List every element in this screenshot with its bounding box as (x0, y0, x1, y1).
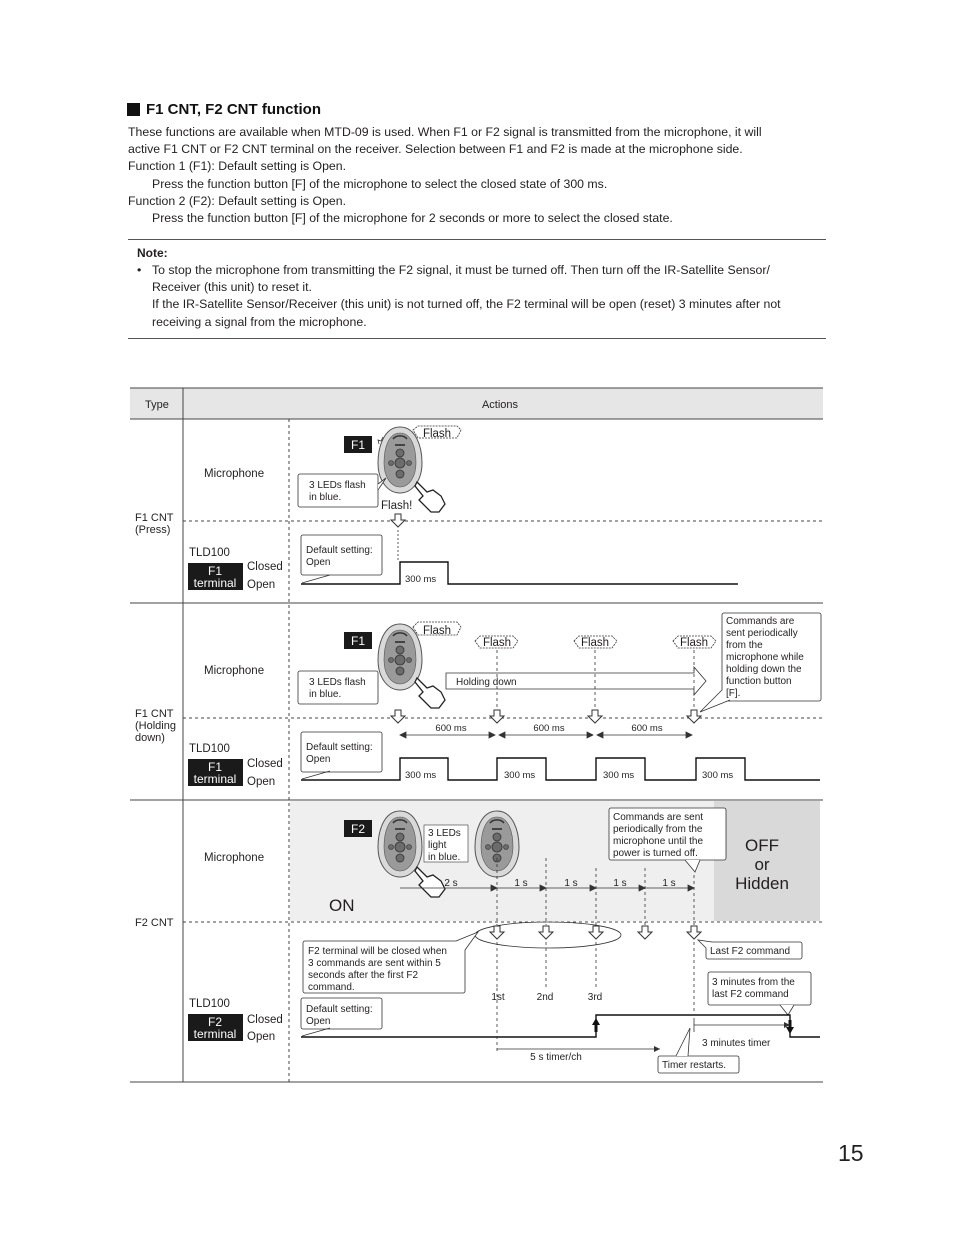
intro-line: Press the function button [F] of the microphone to select the closed state of 300 ms. (152, 176, 608, 191)
note-line: receiving a signal from the microphone. (152, 314, 367, 329)
row3-open-label: Open (247, 1031, 276, 1043)
row3-restarts-text: Timer restarts. (662, 1060, 727, 1071)
row2-hand-icon (415, 678, 445, 708)
row2-commands-text: microphone while (726, 652, 804, 663)
row2-holding-text: Holding down (456, 677, 517, 688)
row2-tld100-label: TLD100 (189, 743, 230, 755)
row3-three-minutes-text: 3 minutes from the (712, 977, 795, 988)
row3-commands-text: power is turned off. (613, 848, 698, 859)
row1-hand-icon (415, 482, 445, 512)
row1-flash-label: Flash! (381, 500, 413, 512)
row3-or-label: or (754, 855, 770, 874)
row2-600ms-label: 600 ms (533, 723, 565, 734)
row3-closed-note-text: command. (308, 982, 355, 993)
row3-closed-note-text: 3 commands are sent within 5 (308, 958, 441, 969)
row1-terminal-badge-name: F1 (207, 564, 223, 578)
row3-close-arrow (592, 1018, 600, 1032)
row3-signal-arrow (589, 926, 603, 939)
row3-leds-text: 3 LEDs (428, 828, 461, 839)
col-header-type: Type (145, 399, 169, 411)
row2-commands-text: Commands are (726, 616, 795, 627)
row3-hidden-label: Hidden (735, 874, 789, 893)
row1-leds-text: 3 LEDs flash (309, 480, 366, 491)
row3-off-label: OFF (745, 836, 779, 855)
row3-third-label: 3rd (587, 992, 603, 1003)
intro-line: Press the function button [F] of the microphone for 2 seconds or more to select the closed state. (152, 211, 673, 226)
row2-f1-badge-text: F1 (350, 634, 366, 648)
row1-terminal-badge-word: terminal (193, 576, 237, 590)
row3-5s-timer-label: 5 s timer/ch (530, 1052, 582, 1063)
row2-signal-arrow (391, 710, 405, 723)
row3-three-minutes-text: last F2 command (712, 989, 789, 1000)
row2-300ms-label: 300 ms (603, 770, 635, 781)
row1-default-text: Default setting: (306, 545, 373, 556)
row1-open-label: Open (247, 579, 276, 591)
row1-type: F1 CNT (135, 512, 174, 524)
row3-1s-label: 1 s (564, 878, 578, 889)
row2-commands-text: function button (726, 676, 792, 687)
row2-flash-bubble: Flash (580, 637, 610, 649)
row3-1s-label: 1 s (662, 878, 676, 889)
row3-1s-label: 1 s (613, 878, 627, 889)
row3-open-arrow (786, 1020, 794, 1034)
row1-microphone-label: Microphone (204, 468, 265, 480)
row3-type: F2 CNT (135, 917, 174, 929)
row3-signal-arrow (490, 926, 504, 939)
row3-closed-label: Closed (247, 1014, 283, 1026)
row3-2s-label: 2 s (444, 878, 458, 889)
row1-microphone-icon (378, 427, 422, 493)
row2-type: (Holding (135, 720, 176, 732)
row3-f2-badge-text: F2 (350, 822, 366, 836)
row3-closed-note-text: F2 terminal will be closed when (308, 946, 447, 957)
row2-terminal-badge-word: terminal (193, 772, 237, 786)
row3-default-text: Default setting: (306, 1004, 373, 1015)
row3-on-label: ON (329, 896, 355, 915)
row1-closed-label: Closed (247, 561, 283, 573)
row2-600ms-label: 600 ms (435, 723, 467, 734)
row3-1s-label: 1 s (514, 878, 528, 889)
row2-microphone-label: Microphone (204, 665, 265, 677)
row3-signal-arrow (638, 926, 652, 939)
row2-signal-arrow (490, 710, 504, 723)
row1-signal-arrow (391, 514, 405, 527)
row2-commands-text: from the (726, 640, 763, 651)
row3-microphone-icon (378, 811, 422, 877)
row2-signal-arrow (687, 710, 701, 723)
intro-line: active F1 CNT or F2 CNT terminal on the receiver. Selection between F1 and F2 is made at the microphone side. (128, 142, 743, 157)
row1-default-text: Open (306, 557, 331, 568)
row2-flash-bubble: Flash (679, 637, 709, 649)
intro-line: Function 1 (F1): Default setting is Open. (128, 159, 347, 174)
row1-300ms-label: 300 ms (405, 574, 437, 585)
row2-300ms-label: 300 ms (702, 770, 734, 781)
note-label: Note: (137, 246, 168, 260)
row2-type: down) (135, 732, 165, 744)
row3-leds-text: light (428, 840, 447, 851)
row2-leds-text: 3 LEDs flash (309, 677, 366, 688)
row1-flash-bubble: Flash (422, 428, 452, 440)
row3-leds-text: in blue. (428, 852, 461, 863)
row2-flash-bubble: Flash (422, 625, 452, 637)
row3-terminal-badge-word: terminal (193, 1027, 237, 1041)
row2-600ms-label: 600 ms (631, 723, 663, 734)
row1-tld100-label: TLD100 (189, 547, 230, 559)
row2-signal-arrow (588, 710, 602, 723)
row2-type: F1 CNT (135, 708, 174, 720)
row2-default-text: Open (306, 754, 331, 765)
row2-terminal-badge-name: F1 (207, 760, 223, 774)
row3-first-label: 1st (491, 992, 505, 1003)
row2-flash-bubble: Flash (482, 637, 512, 649)
col-header-actions: Actions (481, 399, 519, 411)
note-line: Receiver (this unit) to reset it. (152, 280, 312, 295)
row2-open-label: Open (247, 776, 276, 788)
section-title: F1 CNT, F2 CNT function (146, 101, 321, 118)
note-line: If the IR-Satellite Sensor/Receiver (this unit) is not turned off, the F2 terminal will be open (reset) 3 minutes after not (152, 297, 781, 312)
row3-microphone-icon-lit (475, 811, 519, 877)
row2-300ms-label: 300 ms (504, 770, 536, 781)
row3-microphone-label: Microphone (204, 852, 265, 864)
page-number: 15 (838, 1140, 864, 1166)
row2-closed-label: Closed (247, 758, 283, 770)
row3-commands-text: Commands are sent (613, 812, 704, 823)
intro-line: Function 2 (F2): Default setting is Open. (128, 193, 347, 208)
row3-last-command-text: Last F2 command (710, 946, 791, 957)
row2-commands-text: sent periodically (726, 628, 798, 639)
row3-signal-arrow (687, 926, 701, 939)
row3-terminal-badge-name: F2 (207, 1015, 223, 1029)
row3-default-text: Open (306, 1016, 331, 1027)
row1-leds-text: in blue. (309, 492, 342, 503)
row3-second-label: 2nd (536, 992, 554, 1003)
row3-signal-arrow (539, 926, 553, 939)
note-line: To stop the microphone from transmitting the F2 signal, it must be turned off. Then turn off the IR-Satellite Sensor/ (152, 263, 770, 277)
row2-leds-text: in blue. (309, 689, 342, 700)
note-bullet: • (137, 263, 142, 277)
row3-commands-text: microphone until the (613, 836, 704, 847)
row2-300ms-label: 300 ms (405, 770, 437, 781)
row1-type: (Press) (135, 524, 171, 536)
row3-tld100-label: TLD100 (189, 998, 230, 1010)
row1-f1-badge-text: F1 (350, 438, 366, 452)
intro-line: These functions are available when MTD-09 is used. When F1 or F2 signal is transmitted from the microphone, it will (128, 125, 762, 139)
row3-closed-note-text: seconds after the first F2 (308, 970, 419, 981)
row2-commands-text: holding down the (726, 664, 802, 675)
row2-commands-text: [F]. (726, 688, 741, 699)
row3-commands-text: periodically from the (613, 824, 703, 835)
row2-default-text: Default setting: (306, 742, 373, 753)
row3-3min-timer-label: 3 minutes timer (702, 1038, 771, 1049)
